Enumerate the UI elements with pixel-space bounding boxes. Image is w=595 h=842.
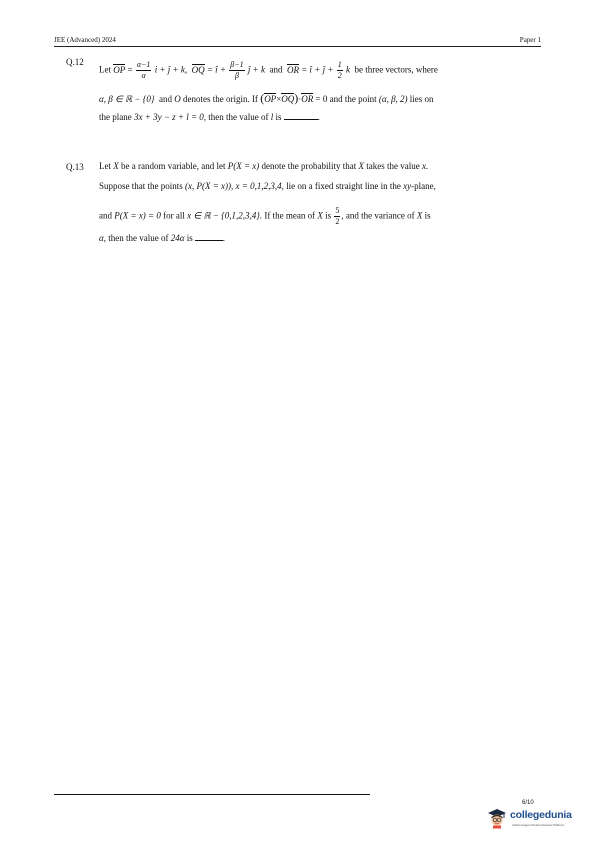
domain-set: x ∈ ℝ − {0,1,2,3,4}.: [187, 210, 263, 221]
q13-is: is: [325, 210, 332, 221]
vector-op-2: OP: [264, 94, 277, 104]
fraction-numerator: 5: [335, 206, 340, 215]
period: .: [317, 112, 320, 122]
q12-is: is: [275, 112, 282, 122]
alpha-variable: α,: [99, 233, 106, 243]
vector-oq-2: OQ: [281, 94, 295, 104]
dot-sign: ·: [298, 94, 302, 104]
logo-wordmark: collegedunia: [510, 809, 572, 821]
q12-origin-text: denotes the origin. If: [182, 94, 258, 104]
q12-line-1: [99, 61, 438, 80]
period-2: .: [222, 233, 225, 243]
var-x-3: X: [317, 210, 323, 221]
equals-zero: = 0: [313, 94, 328, 104]
point-alpha-beta: (α, β, 2): [378, 94, 408, 104]
logo-tagline: India's largest Student Review Platform: [512, 823, 565, 827]
alpha-beta-domain: α, β ∈ ℝ − {0}: [99, 94, 155, 104]
q13-is-3: is: [186, 233, 193, 243]
question-number-13: Q.13: [66, 162, 84, 172]
value-x: x.: [422, 161, 429, 171]
q13-and: and: [99, 210, 112, 221]
q13-line-4: [99, 234, 225, 243]
fraction-five-halves: [334, 207, 340, 226]
equals-sign: =: [127, 64, 133, 75]
fraction-half: [337, 61, 343, 80]
fraction-denominator: β: [234, 71, 239, 80]
q12-line1-tail: be three vectors, where: [354, 64, 438, 75]
q13-line-2: [99, 182, 436, 191]
q12-line-3: [99, 113, 320, 122]
q13-suppose-text: Suppose that the points: [99, 181, 183, 191]
header-paper-label: Paper 1: [519, 36, 541, 44]
or-k-component: k: [345, 64, 350, 75]
q13-prob-text: denote the probability that: [261, 161, 357, 171]
q12-and-2: and: [158, 94, 172, 104]
q13-is-2: is: [424, 210, 431, 221]
open-paren: (: [260, 91, 265, 105]
q13-takes-text: takes the value: [366, 161, 420, 171]
vector-or: OR: [286, 64, 299, 75]
cross-sign: ×: [276, 94, 282, 104]
plane-equation: 3x + 3y − z + l = 0,: [134, 112, 207, 122]
op-components: i + ĵ + k,: [154, 64, 188, 75]
q12-plane-text: the plane: [99, 112, 132, 122]
fraction-beta: [229, 61, 244, 80]
fraction-numerator: α−1: [136, 60, 151, 69]
xy-plane: xy: [403, 181, 412, 191]
x-values: x = 0,1,2,3,4,: [235, 181, 284, 191]
origin-label: O: [174, 94, 181, 104]
q12-value-text: then the value of: [208, 112, 269, 122]
footer-rule: [54, 794, 370, 795]
fraction-numerator: β−1: [230, 60, 244, 69]
vector-oq: OQ: [191, 64, 205, 75]
points-expression: (x, P(X = x)),: [185, 181, 234, 191]
expression-24-alpha: 24α: [170, 233, 185, 243]
oq-first-term: = î +: [204, 64, 226, 75]
answer-blank-2: [195, 240, 223, 241]
prob-expression: P(X = x): [227, 161, 260, 171]
q12-point-text: and the point: [329, 94, 377, 104]
var-x: X: [113, 161, 119, 171]
q13-variance-text: , and the variance of: [341, 210, 415, 221]
q13-line-text: lie on a fixed straight line in the: [286, 181, 401, 191]
fraction-alpha: [136, 61, 152, 80]
q13-line-3: [99, 207, 431, 226]
q13-plane-text: -plane,: [411, 181, 436, 191]
q13-rv-text: be a random variable, and let: [121, 161, 226, 171]
variable-l: l: [270, 112, 274, 122]
q12-lies-on: lies on: [409, 94, 434, 104]
q13-line-1: [99, 162, 428, 171]
answer-blank: [284, 119, 318, 120]
var-x-2: X: [358, 161, 365, 171]
question-number-12: Q.12: [66, 57, 84, 67]
oq-components: ĵ + k: [247, 64, 265, 75]
close-paren: ): [294, 91, 299, 105]
fraction-denominator: 2: [337, 71, 342, 80]
q13-mean-text: If the mean of: [264, 210, 316, 221]
vector-op: OP: [113, 64, 126, 75]
q13-value-text: then the value of: [108, 233, 169, 243]
or-first-terms: = î + ĵ +: [298, 64, 334, 75]
collegedunia-logo: [486, 803, 572, 833]
q13-let: Let: [99, 161, 111, 171]
q13-forall: for all: [163, 210, 185, 221]
graduate-mascot-icon: [486, 807, 508, 829]
q12-line-2: [99, 92, 434, 104]
header-exam-title: JEE (Advanced) 2024: [54, 36, 116, 44]
header-rule: [54, 46, 541, 47]
fraction-numerator: 1: [337, 60, 342, 69]
q12-let: Let: [99, 64, 111, 75]
vector-or-2: OR: [301, 94, 314, 104]
page-number: 6/10: [522, 800, 534, 806]
var-x-4: X: [416, 210, 423, 221]
fraction-denominator: α: [141, 71, 146, 80]
q12-and: and: [269, 64, 283, 75]
fraction-denominator: 2: [335, 217, 340, 226]
prob-zero-expression: P(X = x) = 0: [114, 210, 161, 221]
